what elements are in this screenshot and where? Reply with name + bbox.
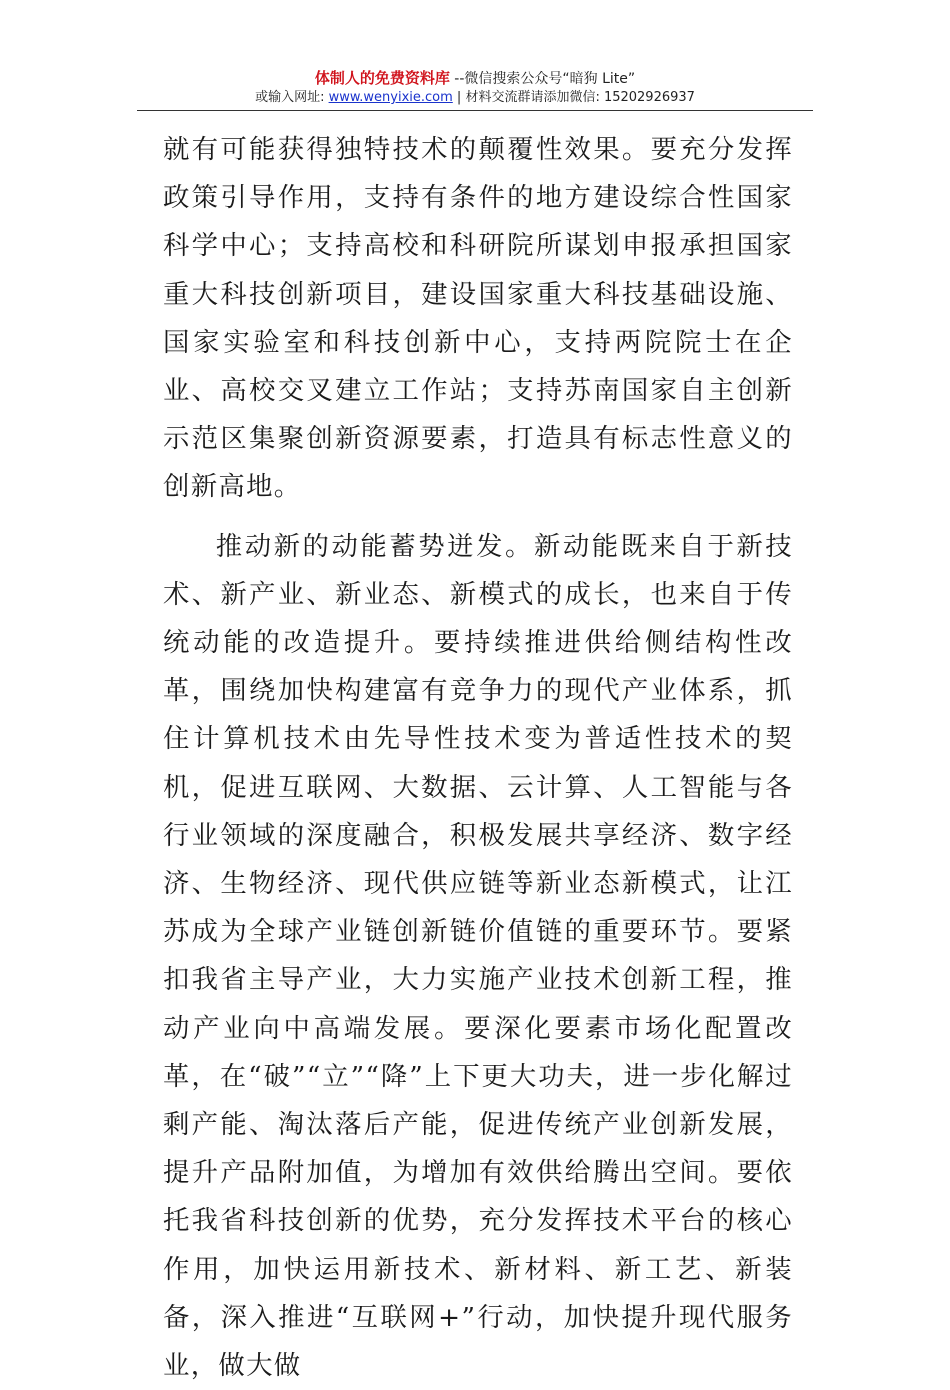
header-tagline: --微信搜索公众号“暗狗 Lite” — [449, 71, 636, 87]
header-title-line — [0, 68, 950, 89]
document-body — [163, 126, 793, 1390]
header-contact-line — [0, 89, 950, 107]
header-divider — [137, 110, 813, 111]
brand-title: 体制人的免费资料库 — [314, 69, 450, 87]
document-header — [0, 68, 950, 107]
site-prefix: 或输入网址: — [255, 90, 329, 105]
paragraph-2: 推动新的动能蓄势迸发。新动能既来自于新技术、新产业、新业态、新模式的成长，也来自于传统动能的改造提升。要持续推进供给侧结构性改革，围绕加快构建富有竞争力的现代产业体系，抓住计算机技术由先导性技术变为普适性技术的契机，促进互联网、大数据、云计算、人工智能与各行业领域的深度融合，积极发展共享经济、数字经济、生物经济、现代供应链等新业态新模式，让江苏成为全球产业链创新链价值链的重要环节。要紧扣我省主导产业，大力实施产业技术创新工程，推动产业向中高端发展。要深化要素市场化配置改革，在“破”“立”“降”上下更大功夫，进一步化解过剩产能、淘汰落后产能，促进传统产业创新发展，提升产品附加值，为增加有效供给腾出空间。要依托我省科技创新的优势，充分发挥技术平台的核心作用，加快运用新技术、新材料、新工艺、新装备，深入推进“互联网+”行动，加快提升现代服务业，做大做 — [163, 530, 793, 1382]
paragraph-1: 就有可能获得独特技术的颠覆性效果。要充分发挥政策引导作用，支持有条件的地方建设综合性国家科学中心；支持高校和科研院所谋划申报承担国家重大科技创新项目，建设国家重大科技基础设施、国家实验室和科技创新中心，支持两院院士在企业、高校交叉建立工作站；支持苏南国家自主创新示范区集聚创新资源要素，打造具有标志性意义的创新高地。 — [163, 134, 793, 503]
site-link[interactable]: www.wenyixie.com — [328, 90, 453, 105]
contact-info: | 材料交流群请添加微信: 15202926937 — [452, 90, 695, 105]
